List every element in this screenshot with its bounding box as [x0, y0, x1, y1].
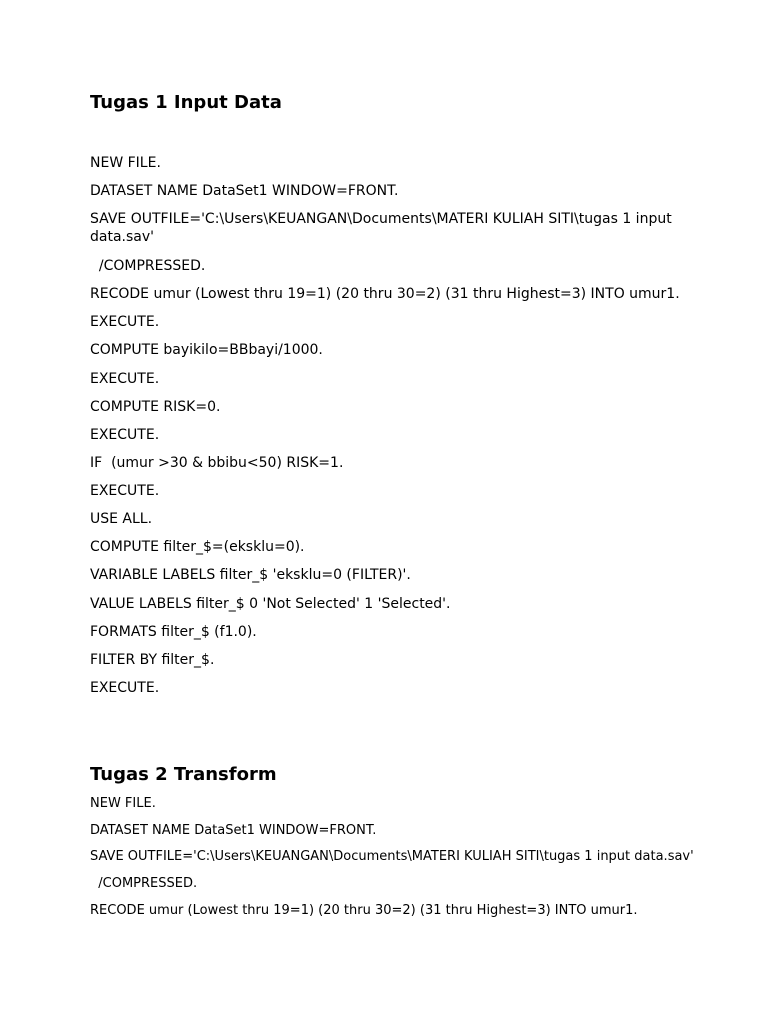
section-1-line: FILTER BY filter_$. [90, 652, 215, 668]
section-1-line: EXECUTE. [90, 314, 160, 330]
section-1-line: DATASET NAME DataSet1 WINDOW=FRONT. [90, 183, 399, 199]
section-1-line: EXECUTE. [90, 680, 160, 696]
section-1-line: USE ALL. [90, 511, 153, 527]
section-1-line: VARIABLE LABELS filter_$ 'eksklu=0 (FILTER)'. [90, 567, 411, 583]
section-2-title: Tugas 2 Transform [90, 764, 277, 785]
section-1-line: SAVE OUTFILE='C:\Users\KEUANGAN\Documents\MATERI KULIAH SITI\tugas 1 input data.sav' [90, 211, 677, 245]
section-2-line: NEW FILE. [90, 796, 156, 811]
section-2-line: DATASET NAME DataSet1 WINDOW=FRONT. [90, 823, 377, 838]
section-1-title: Tugas 1 Input Data [90, 92, 282, 113]
section-1-line: NEW FILE. [90, 155, 161, 171]
section-1-line: COMPUTE bayikilo=BBbayi/1000. [90, 342, 323, 358]
section-1-line: VALUE LABELS filter_$ 0 'Not Selected' 1 'Selected'. [90, 596, 451, 612]
section-2-line: /COMPRESSED. [90, 876, 198, 891]
section-2-line: RECODE umur (Lowest thru 19=1) (20 thru 30=2) (31 thru Highest=3) INTO umur1. [90, 903, 638, 918]
section-1-line: /COMPRESSED. [90, 258, 206, 274]
section-2-line: SAVE OUTFILE='C:\Users\KEUANGAN\Documents\MATERI KULIAH SITI\tugas 1 input data.sav' [90, 849, 694, 864]
section-1-line: IF (umur >30 & bbibu<50) RISK=1. [90, 455, 344, 471]
section-1-line: EXECUTE. [90, 427, 160, 443]
section-1-line: RECODE umur (Lowest thru 19=1) (20 thru 30=2) (31 thru Highest=3) INTO umur1. [90, 286, 680, 302]
section-1-line: COMPUTE filter_$=(eksklu=0). [90, 539, 305, 555]
section-1-line: COMPUTE RISK=0. [90, 399, 221, 415]
section-1-line: FORMATS filter_$ (f1.0). [90, 624, 257, 640]
section-1-line: EXECUTE. [90, 371, 160, 387]
section-1-line: EXECUTE. [90, 483, 160, 499]
